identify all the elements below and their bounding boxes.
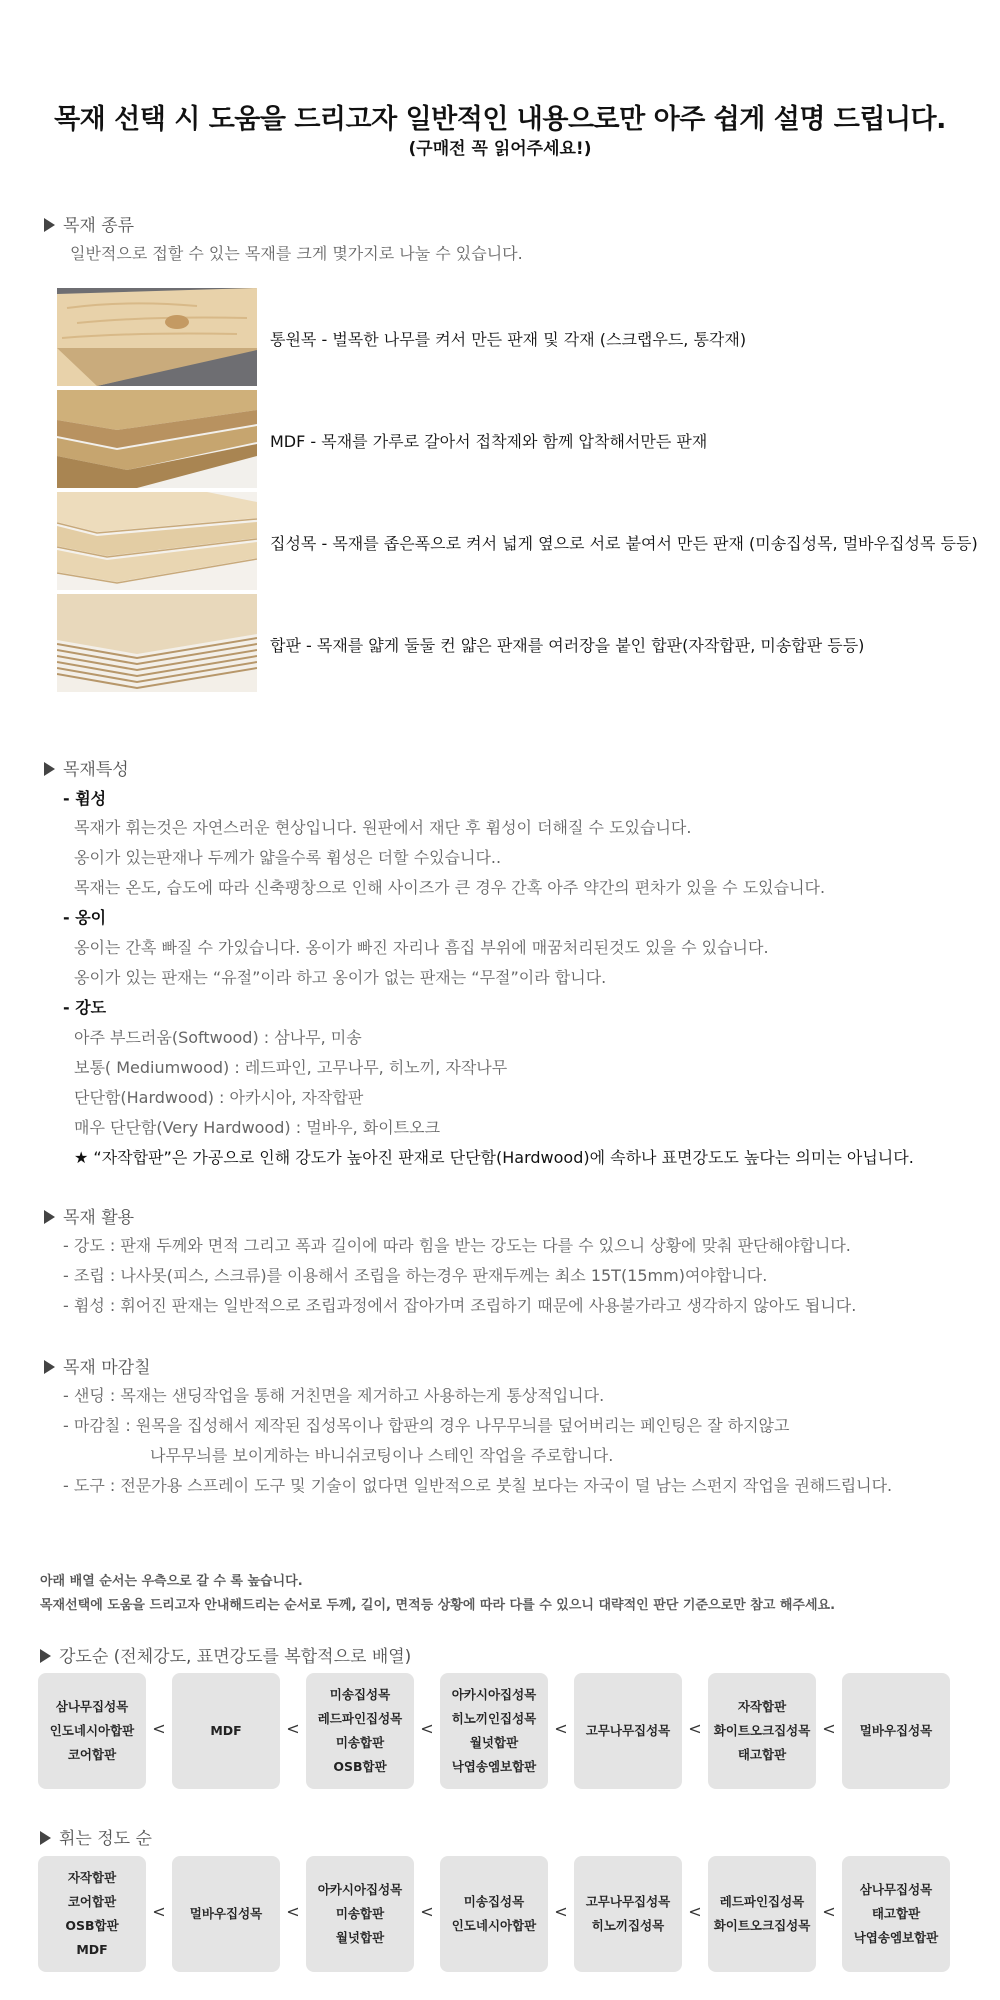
strength-order-box: 아카시아집성목 히노끼인집성목 월넛합판 낙엽송엠보합판 bbox=[440, 1673, 548, 1789]
less-than-icon: < bbox=[152, 1719, 166, 1738]
triangle-bullet-icon bbox=[44, 1210, 55, 1224]
laminated-wood-image bbox=[57, 492, 257, 590]
finish-line: - 도구 : 전문가용 스프레이 도구 및 기술이 없다면 일반적으로 붓칠 보다는 자국이 덜 남는 스펀지 작업을 권해드립니다. bbox=[63, 1476, 893, 1495]
warp-order-box: 아카시아집성목 미송합판 월넛합판 bbox=[306, 1856, 414, 1972]
strength-order-box: 삼나무집성목 인도네시아합판 코어합판 bbox=[38, 1673, 146, 1789]
less-than-icon: < bbox=[688, 1719, 702, 1738]
order-note: 목재선택에 도움을 드리고자 안내해드리는 순서로 두께, 길이, 면적등 상황에 따라 다를 수 있으니 대략적인 판단 기준으로만 참고 해주세요. bbox=[40, 1598, 836, 1613]
less-than-icon: < bbox=[286, 1719, 300, 1738]
trait-strength-note: ★ “자작합판”은 가공으로 인해 강도가 높아진 판재로 단단함(Hardwood)에 속하나 표면강도도 높다는 의미는 아닙니다. bbox=[74, 1148, 914, 1167]
warp-order-box: 자작합판 코어합판 OSB합판 MDF bbox=[38, 1856, 146, 1972]
triangle-bullet-icon bbox=[40, 1831, 51, 1845]
plywood-image bbox=[57, 594, 257, 692]
triangle-bullet-icon bbox=[44, 218, 55, 232]
strength-order-box: 멀바우집성목 bbox=[842, 1673, 950, 1789]
strength-order-box: 고무나무집성목 bbox=[574, 1673, 682, 1789]
trait-strength-line: 보통( Mediumwood) : 레드파인, 고무나무, 히노끼, 자작나무 bbox=[74, 1058, 508, 1077]
less-than-icon: < bbox=[420, 1719, 434, 1738]
mdf-image bbox=[57, 390, 257, 488]
warp-order-box: 레드파인집성목 화이트오크집성목 bbox=[708, 1856, 816, 1972]
usage-line: - 휨성 : 휘어진 판재는 일반적으로 조립과정에서 잡아가며 조립하기 때문에 사용불가라고 생각하지 않아도 됩니다. bbox=[63, 1296, 857, 1315]
trait-warp-line: 옹이가 있는판재나 두께가 얇을수록 휨성은 더할 수있습니다.. bbox=[74, 848, 502, 867]
trait-strength-title: - 강도 bbox=[63, 998, 107, 1017]
triangle-bullet-icon bbox=[40, 1649, 51, 1663]
types-intro: 일반적으로 접할 수 있는 목재를 크게 몇가지로 나눌 수 있습니다. bbox=[70, 244, 523, 263]
less-than-icon: < bbox=[554, 1719, 568, 1738]
page-title: 목재 선택 시 도움을 드리고자 일반적인 내용으로만 아주 쉽게 설명 드립니다. bbox=[54, 104, 946, 135]
finish-line: - 샌딩 : 목재는 샌딩작업을 통해 거친면을 제거하고 사용하는게 통상적입니다. bbox=[63, 1386, 605, 1405]
less-than-icon: < bbox=[554, 1902, 568, 1921]
warp-order-box: 미송집성목 인도네시아합판 bbox=[440, 1856, 548, 1972]
strength-order-box: MDF bbox=[172, 1673, 280, 1789]
less-than-icon: < bbox=[152, 1902, 166, 1921]
section-heading-strength-order: 강도순 (전체강도, 표면강도를 복합적으로 배열) bbox=[40, 1642, 411, 1667]
page-subtitle: (구매전 꼭 읽어주세요!) bbox=[408, 139, 592, 159]
wood-type-solid: 통원목 - 벌목한 나무를 켜서 만든 판재 및 각재 (스크랩우드, 통각재) bbox=[270, 330, 747, 349]
less-than-icon: < bbox=[688, 1902, 702, 1921]
trait-strength-line: 단단함(Hardwood) : 아카시아, 자작합판 bbox=[74, 1088, 364, 1107]
trait-warp-line: 목재가 휘는것은 자연스러운 현상입니다. 원판에서 재단 후 휨성이 더해질 수 도있습니다. bbox=[74, 818, 692, 837]
trait-warp-title: - 휨성 bbox=[63, 789, 107, 808]
finish-line: - 마감칠 : 원목을 집성해서 제작된 집성목이나 합판의 경우 나무무늬를 덮어버리는 페인팅은 잘 하지않고 bbox=[63, 1416, 790, 1435]
less-than-icon: < bbox=[286, 1902, 300, 1921]
triangle-bullet-icon bbox=[44, 1360, 55, 1374]
usage-line: - 강도 : 판재 두께와 면적 그리고 폭과 길이에 따라 힘을 받는 강도는 다를 수 있으니 상황에 맞춰 판단해야합니다. bbox=[63, 1236, 851, 1255]
section-heading-usage: 목재 활용 bbox=[44, 1203, 134, 1228]
trait-knot-title: - 옹이 bbox=[63, 908, 107, 927]
solid-wood-image bbox=[57, 288, 257, 386]
less-than-icon: < bbox=[822, 1719, 836, 1738]
trait-strength-line: 아주 부드러움(Softwood) : 삼나무, 미송 bbox=[74, 1028, 362, 1047]
wood-type-plywood: 합판 - 목재를 얇게 둘둘 컨 얇은 판재를 여러장을 붙인 합판(자작합판, 미송합판 등등) bbox=[270, 636, 865, 655]
less-than-icon: < bbox=[822, 1902, 836, 1921]
wood-type-mdf: MDF - 목재를 가루로 갈아서 접착제와 함께 압착해서만든 판재 bbox=[270, 432, 708, 451]
strength-order-box: 미송집성목 레드파인집성목 미송합판 OSB합판 bbox=[306, 1673, 414, 1789]
section-heading-traits: 목재특성 bbox=[44, 755, 129, 780]
trait-strength-line: 매우 단단함(Very Hardwood) : 멀바우, 화이트오크 bbox=[74, 1118, 441, 1137]
triangle-bullet-icon bbox=[44, 762, 55, 776]
strength-order-box: 자작합판 화이트오크집성목 태고합판 bbox=[708, 1673, 816, 1789]
section-heading-finish: 목재 마감칠 bbox=[44, 1353, 151, 1378]
warp-order-box: 고무나무집성목 히노끼집성목 bbox=[574, 1856, 682, 1972]
strength-order-chain bbox=[38, 1673, 958, 1789]
finish-line: 나무무늬를 보이게하는 바니쉬코팅이나 스테인 작업을 주로합니다. bbox=[150, 1446, 614, 1465]
trait-knot-line: 옹이가 있는 판재는 “유절”이라 하고 옹이가 없는 판재는 “무절”이라 합니다. bbox=[74, 968, 607, 987]
section-heading-warp-order: 휘는 정도 순 bbox=[40, 1824, 152, 1849]
order-note: 아래 배열 순서는 우측으로 갈 수 록 높습니다. bbox=[40, 1574, 303, 1589]
usage-line: - 조립 : 나사못(피스, 스크류)를 이용해서 조립을 하는경우 판재두께는 최소 15T(15mm)여야합니다. bbox=[63, 1266, 768, 1285]
section-heading-types: 목재 종류 bbox=[44, 211, 134, 236]
warp-order-box: 멀바우집성목 bbox=[172, 1856, 280, 1972]
wood-type-laminated: 집성목 - 목재를 좁은폭으로 켜서 넓게 옆으로 서로 붙여서 만든 판재 (미송집성목, 멀바우집성목 등등) bbox=[270, 534, 978, 553]
warp-order-chain bbox=[38, 1856, 958, 1972]
less-than-icon: < bbox=[420, 1902, 434, 1921]
trait-knot-line: 옹이는 간혹 빠질 수 가있습니다. 옹이가 빠진 자리나 흠집 부위에 매꿈처리된것도 있을 수 있습니다. bbox=[74, 938, 769, 957]
warp-order-box: 삼나무집성목 태고합판 낙엽송엠보합판 bbox=[842, 1856, 950, 1972]
trait-warp-line: 목재는 온도, 습도에 따라 신축팽창으로 인해 사이즈가 큰 경우 간혹 아주 약간의 편차가 있을 수 도있습니다. bbox=[74, 878, 826, 897]
